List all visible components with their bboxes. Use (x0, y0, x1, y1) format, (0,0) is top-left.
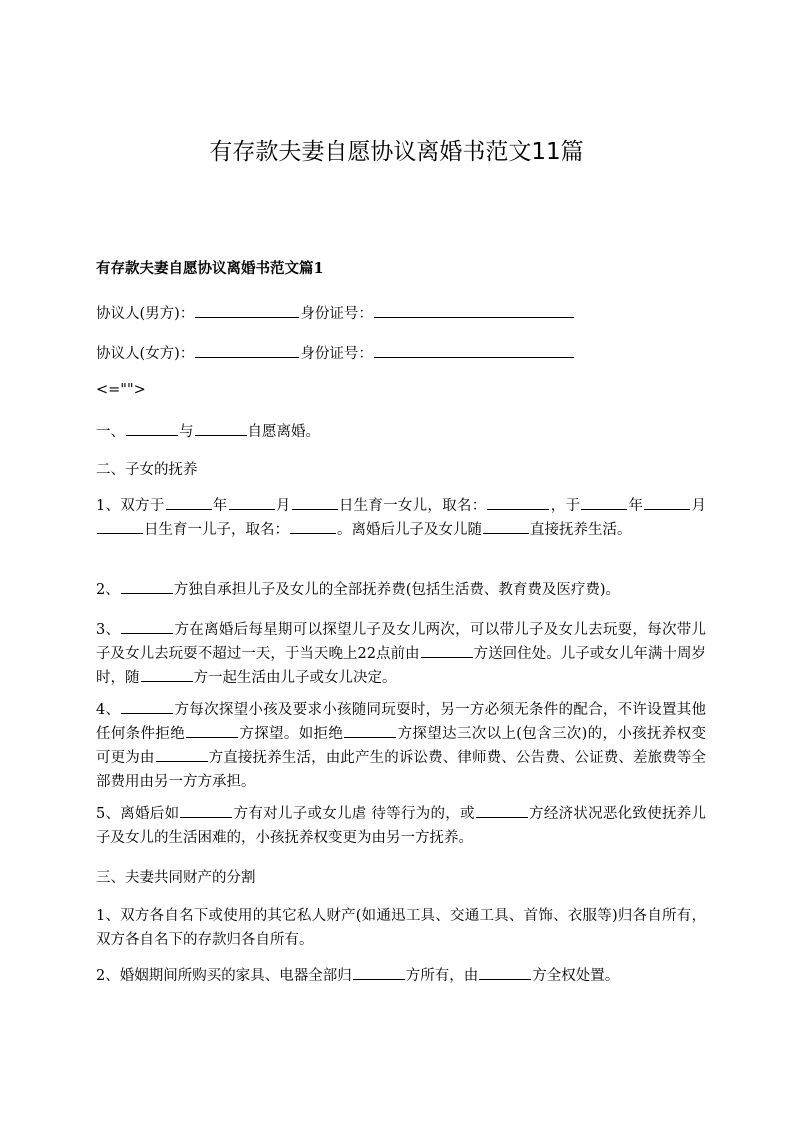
p4-text-5: 方直接抚养生活，由此产生的诉讼费、律师费、公告费、公证费、差旅费等全部费用由另一方方承担。 (96, 750, 707, 790)
p3-text-1: 3、 (96, 622, 121, 638)
document-title: 有存款夫妻自愿协议离婚书范文11篇 (209, 139, 584, 165)
clause-1-prefix: 一、 (96, 424, 125, 440)
blank (476, 803, 528, 818)
party-female-line (96, 342, 706, 366)
p4-text-4: 方探望达三次以上(包含三次)的，小孩抚养权变可更为由 (96, 726, 707, 766)
party-male-label: 协议人(男方)： (96, 306, 195, 322)
p5-text-1: 5、离婚后如 (96, 806, 180, 822)
male-id-blank (374, 303, 574, 318)
paragraph-3 (96, 618, 706, 690)
blank (121, 619, 173, 634)
party-male-line (96, 302, 706, 326)
p1-text-5: ，于 (550, 498, 581, 514)
p1-text-2: 年 (212, 498, 228, 514)
blank (121, 579, 173, 594)
blank (292, 495, 338, 510)
paragraph-1 (96, 494, 706, 542)
p1-text-7: 月 (691, 498, 707, 514)
blank (121, 699, 173, 714)
p1-text-4: 日生育一女儿，取名： (338, 498, 487, 514)
p1-text-3: 月 (275, 498, 291, 514)
p3-text-2: 方在离婚后每星期可以探望儿子及女儿两次，可以带儿子及女儿去玩耍，每次带儿子及女儿去玩耍不超过一天，于当天晚上22点前由 (96, 622, 706, 662)
paragraph-6: 1、双方各自名下或使用的其它私人财产(如通迅工具、交通工具、首饰、衣服等)归各自所有，双方各自名下的存款归各自所有。 (96, 908, 706, 948)
p4-text-1: 4、 (96, 702, 121, 718)
p3-text-3: 方送回住处。儿子或女儿年满十周岁时，随 (96, 646, 707, 686)
p5-text-3: 方经济状况恶化致使抚养儿子及女儿的生活困难的，小孩抚养权变更为由另一方抚养。 (96, 806, 706, 846)
p1-text-8: 日生育一儿子，取名： (144, 522, 289, 538)
blank (195, 421, 247, 436)
blank (180, 803, 232, 818)
paragraph-5 (96, 802, 706, 850)
p1-text-6: 年 (628, 498, 644, 514)
section-title: 有存款夫妻自愿协议离婚书范文篇1 (96, 260, 324, 277)
blank (156, 747, 208, 762)
p7-text-2: 方所有，由 (405, 968, 479, 984)
blank (166, 495, 212, 510)
clause-1 (96, 420, 706, 444)
p4-text-2: 方每次探望小孩及要求小孩随同玩耍时，另一方必须无条件的配合，不许设置其他任何条件拒绝 (96, 702, 706, 742)
blank (97, 519, 143, 534)
p1-text-10: 直接抚养生活。 (530, 522, 632, 538)
p3-text-4: 方一起生活由儿子或女儿决定。 (193, 670, 397, 686)
blank (126, 421, 178, 436)
blank (186, 723, 238, 738)
paragraph-2 (96, 578, 706, 602)
male-name-blank (195, 303, 299, 318)
blank (290, 519, 336, 534)
female-id-label: 身份证号： (300, 346, 373, 362)
blank (487, 495, 549, 510)
female-name-blank (195, 343, 299, 358)
p4-text-3: 方探望。如拒绝 (239, 726, 344, 742)
p5-text-2: 方有对儿子或女儿虐 待等行为的，或 (233, 806, 475, 822)
blank (581, 495, 627, 510)
blank (421, 643, 473, 658)
p7-text-1: 2、婚姻期间所购买的家具、电器全部归 (96, 968, 352, 984)
party-female-label: 协议人(女方)： (96, 346, 195, 362)
female-id-blank (374, 343, 574, 358)
p2-text-1: 2、 (96, 582, 120, 598)
paragraph-7 (96, 964, 706, 988)
p1-text-9: 。离婚后儿子及女儿随 (337, 522, 482, 538)
p7-text-3: 方全权处置。 (532, 968, 620, 984)
heading-child-custody: 二、子女的抚养 (96, 462, 198, 478)
paragraph-4 (96, 698, 706, 794)
blank (344, 723, 396, 738)
blank (353, 965, 405, 980)
clause-1-mid: 与 (179, 424, 194, 440)
male-id-label: 身份证号： (300, 306, 373, 322)
blank (479, 965, 531, 980)
blank (644, 495, 690, 510)
blank (229, 495, 275, 510)
heading-property-division: 三、夫妻共同财产的分割 (96, 870, 256, 886)
p1-text-1: 1、双方于 (96, 498, 165, 514)
stray-markup-text: <=""> (96, 382, 146, 398)
clause-1-suffix: 自愿离婚。 (247, 424, 320, 440)
p2-text-2: 方独自承担儿子及女儿的全部抚养费(包括生活费、教育费及医疗费)。 (173, 582, 621, 598)
blank (483, 519, 529, 534)
blank (141, 667, 193, 682)
